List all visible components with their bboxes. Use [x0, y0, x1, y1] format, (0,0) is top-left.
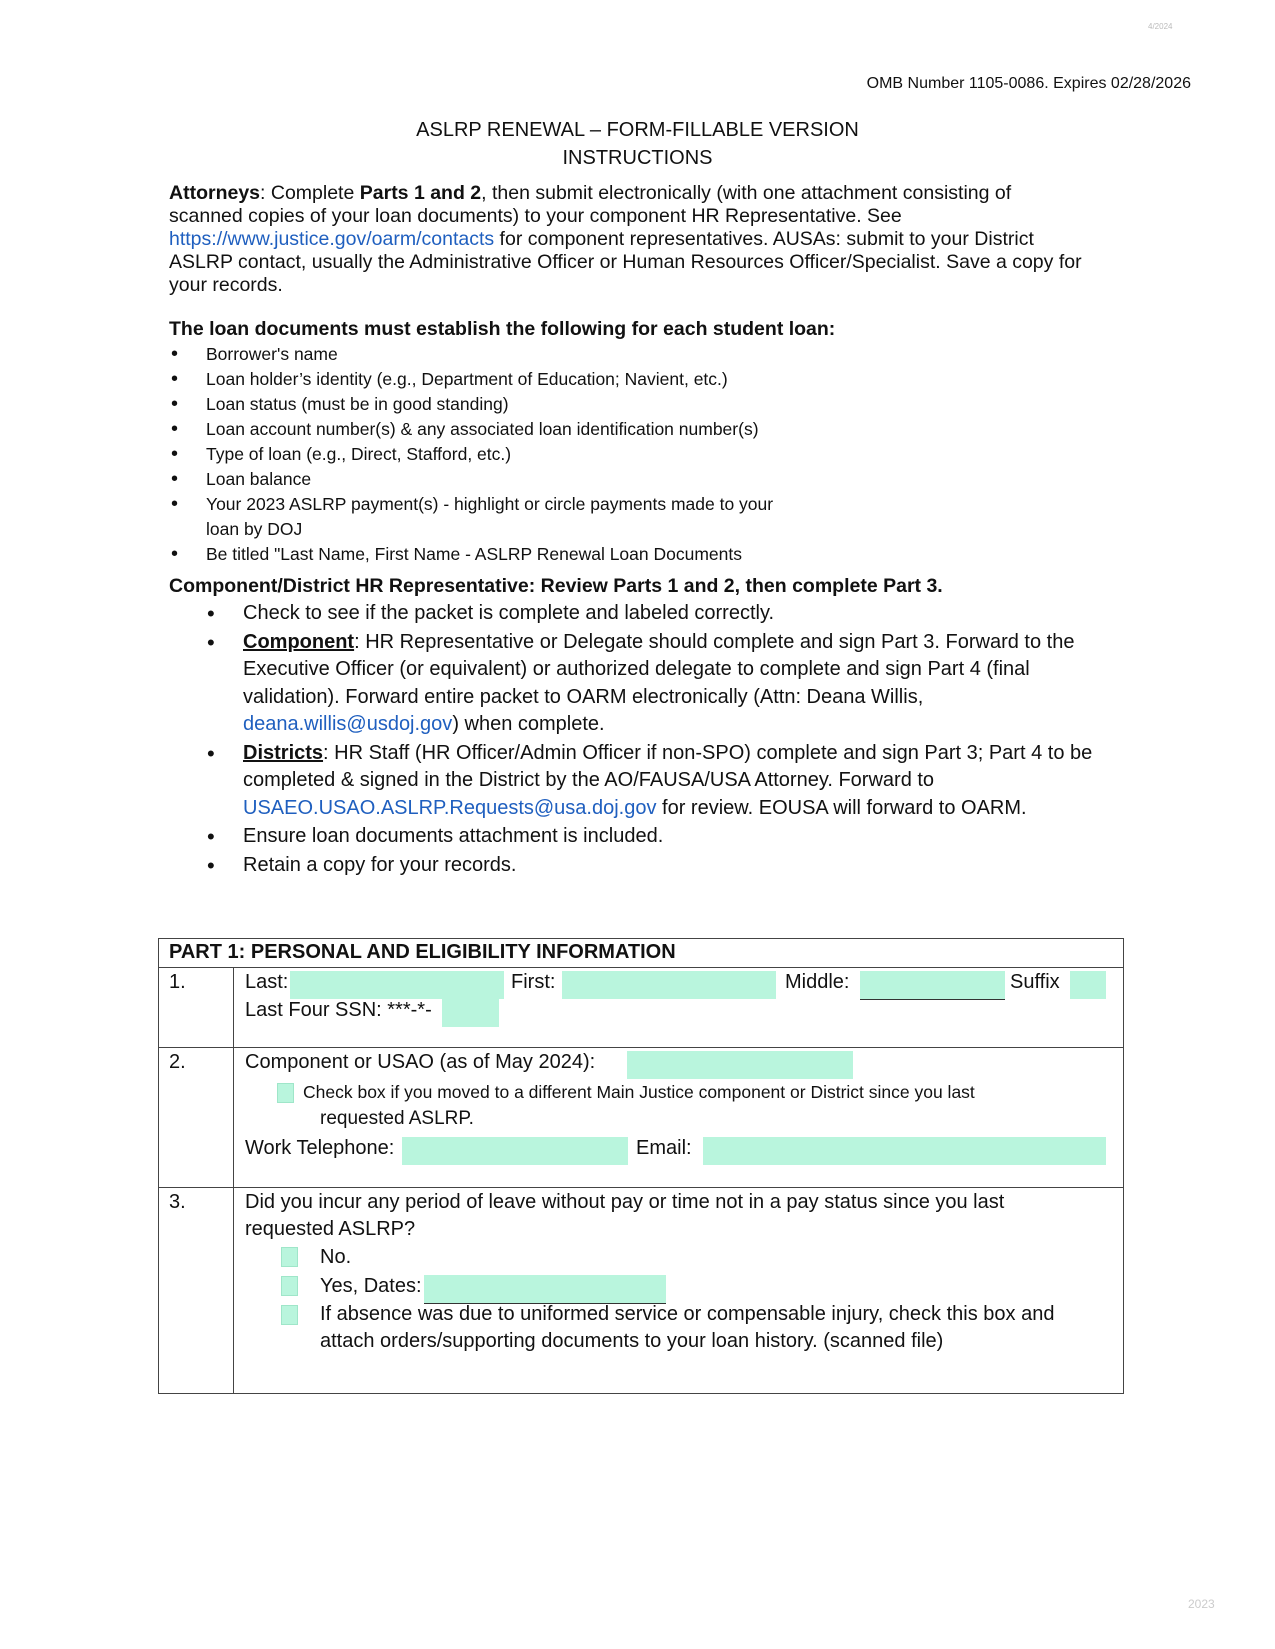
districts-label: Districts [243, 741, 324, 764]
list-item: • Be titled "Last Name, First Name - ASLRP Renewal Loan Documents [169, 542, 789, 567]
divider [159, 1047, 1123, 1048]
work-telephone-label: Work Telephone: [245, 1137, 395, 1159]
yes-dates-label: Yes, Dates: [320, 1275, 422, 1297]
corner-date: 4/2024 [1148, 22, 1173, 31]
list-item: • Type of loan (e.g., Direct, Stafford, etc.) [169, 442, 789, 467]
leave-question: Did you incur any period of leave without pay or time not in a pay status since you last requested ASLRP? [245, 1191, 1005, 1240]
ssn-field[interactable] [442, 999, 499, 1027]
component-usao-field[interactable] [627, 1051, 853, 1079]
hr-heading: Component/District HR Representative: Review Parts 1 and 2, then complete Part 3. [169, 575, 943, 597]
last-name-field[interactable] [290, 971, 504, 999]
suffix-label: Suffix [1010, 971, 1060, 993]
divider [159, 1187, 1123, 1188]
work-telephone-field[interactable] [402, 1137, 628, 1165]
component-end: ) when complete. [452, 713, 605, 735]
moved-label: Check box if you moved to a different Main Justice component or District since you last [303, 1082, 975, 1102]
component-usao-label: Component or USAO (as of May 2024): [245, 1051, 596, 1073]
attorneys-text-3: for component representatives. AUSAs: submit to your District ASLRP contact, usually the Administrative Officer or Human Resources Officer/Specialist. Save a copy for your records. [169, 228, 1082, 296]
attorneys-instructions [169, 182, 1089, 297]
hr-list [206, 600, 1106, 880]
suffix-field[interactable] [1070, 971, 1106, 999]
deana-email-link[interactable]: deana.willis@usdoj.gov [243, 713, 453, 735]
divider [159, 967, 1123, 968]
attorneys-label: Attorneys [169, 182, 261, 204]
part1-header: PART 1: PERSONAL AND ELIGIBILITY INFORMATION [169, 941, 676, 963]
districts-text: : HR Staff (HR Officer/Admin Officer if non-SPO) complete and sign Part 3; Part 4 to be completed & signed in the District by the AO/FAUSA/USA Attorney. Forward to [243, 741, 1093, 791]
no-label: No. [320, 1246, 352, 1268]
list-item [206, 629, 1106, 739]
row-number-1: 1. [169, 971, 186, 993]
usao-email-link[interactable]: USAEO.USAO.ASLRP.Requests@usa.doj.gov [243, 796, 657, 819]
parts-label: Parts 1 and 2 [359, 182, 482, 204]
moved-checkbox[interactable] [277, 1083, 294, 1103]
absence-checkbox[interactable] [281, 1305, 298, 1325]
districts-end: for review. EOUSA will forward to OARM. [656, 796, 1027, 819]
middle-name-label: Middle: [785, 971, 850, 993]
list-item: • Loan status (must be in good standing) [169, 392, 789, 417]
absence-label: If absence was due to uniformed service or compensable injury, check this box and attach orders/supporting documents to your loan history. (scanned file) [320, 1303, 1055, 1352]
email-field[interactable] [703, 1137, 1106, 1165]
list-item: • Loan balance [169, 467, 789, 492]
moved-label-2: requested ASLRP. [320, 1108, 474, 1129]
contacts-link[interactable]: https://www.justice.gov/oarm/contacts [169, 228, 495, 250]
omb-number: OMB Number 1105-0086. Expires 02/28/2026 [866, 75, 1191, 92]
loan-docs-list [169, 342, 789, 567]
attorneys-text-2: , then submit electronically (with one attachment consisting of scanned copies of your loan documents) to your component HR Representative. See [169, 182, 1012, 227]
list-item: • Ensure loan documents attachment is included. [206, 823, 1106, 851]
last-name-label: Last: [245, 971, 289, 993]
ssn-label: Last Four SSN: ***-*- [245, 999, 432, 1021]
title-line-1: ASLRP RENEWAL – FORM-FILLABLE VERSION [416, 119, 859, 141]
list-item: • Check to see if the packet is complete and labeled correctly. [206, 600, 1106, 628]
component-label: Component [243, 630, 355, 653]
loan-docs-heading: The loan documents must establish the following for each student loan: [169, 318, 836, 340]
middle-name-field[interactable] [860, 971, 1005, 1000]
email-label: Email: [636, 1137, 692, 1159]
list-item: • Your 2023 ASLRP payment(s) - highlight or circle payments made to your loan by DOJ [169, 492, 789, 542]
part1-table [158, 938, 1124, 1394]
component-text: : HR Representative or Delegate should complete and sign Part 3. Forward to the Executive Officer (or equivalent) or authorized delegate to complete and sign Part 4 (final validation). Forward entire packet to OARM electronically (Attn: Deana Willis, [243, 630, 1075, 708]
row-number-3: 3. [169, 1191, 186, 1213]
list-item: • Loan holder’s identity (e.g., Department of Education; Navient, etc.) [169, 367, 789, 392]
row-number-2: 2. [169, 1051, 186, 1073]
dates-field[interactable] [424, 1275, 666, 1304]
list-item: • Loan account number(s) & any associated loan identification number(s) [169, 417, 789, 442]
no-checkbox[interactable] [281, 1247, 298, 1267]
first-name-label: First: [511, 971, 556, 993]
divider [233, 967, 234, 1393]
first-name-field[interactable] [562, 971, 776, 999]
list-item [206, 740, 1106, 823]
corner-year: 2023 [1188, 1597, 1215, 1611]
title-line-2: INSTRUCTIONS [562, 147, 713, 169]
list-item: • Retain a copy for your records. [206, 852, 1106, 880]
page-title [0, 116, 1275, 172]
list-item: • Borrower's name [169, 342, 789, 367]
attorneys-text-1: : Complete [260, 182, 360, 204]
yes-checkbox[interactable] [281, 1276, 298, 1296]
